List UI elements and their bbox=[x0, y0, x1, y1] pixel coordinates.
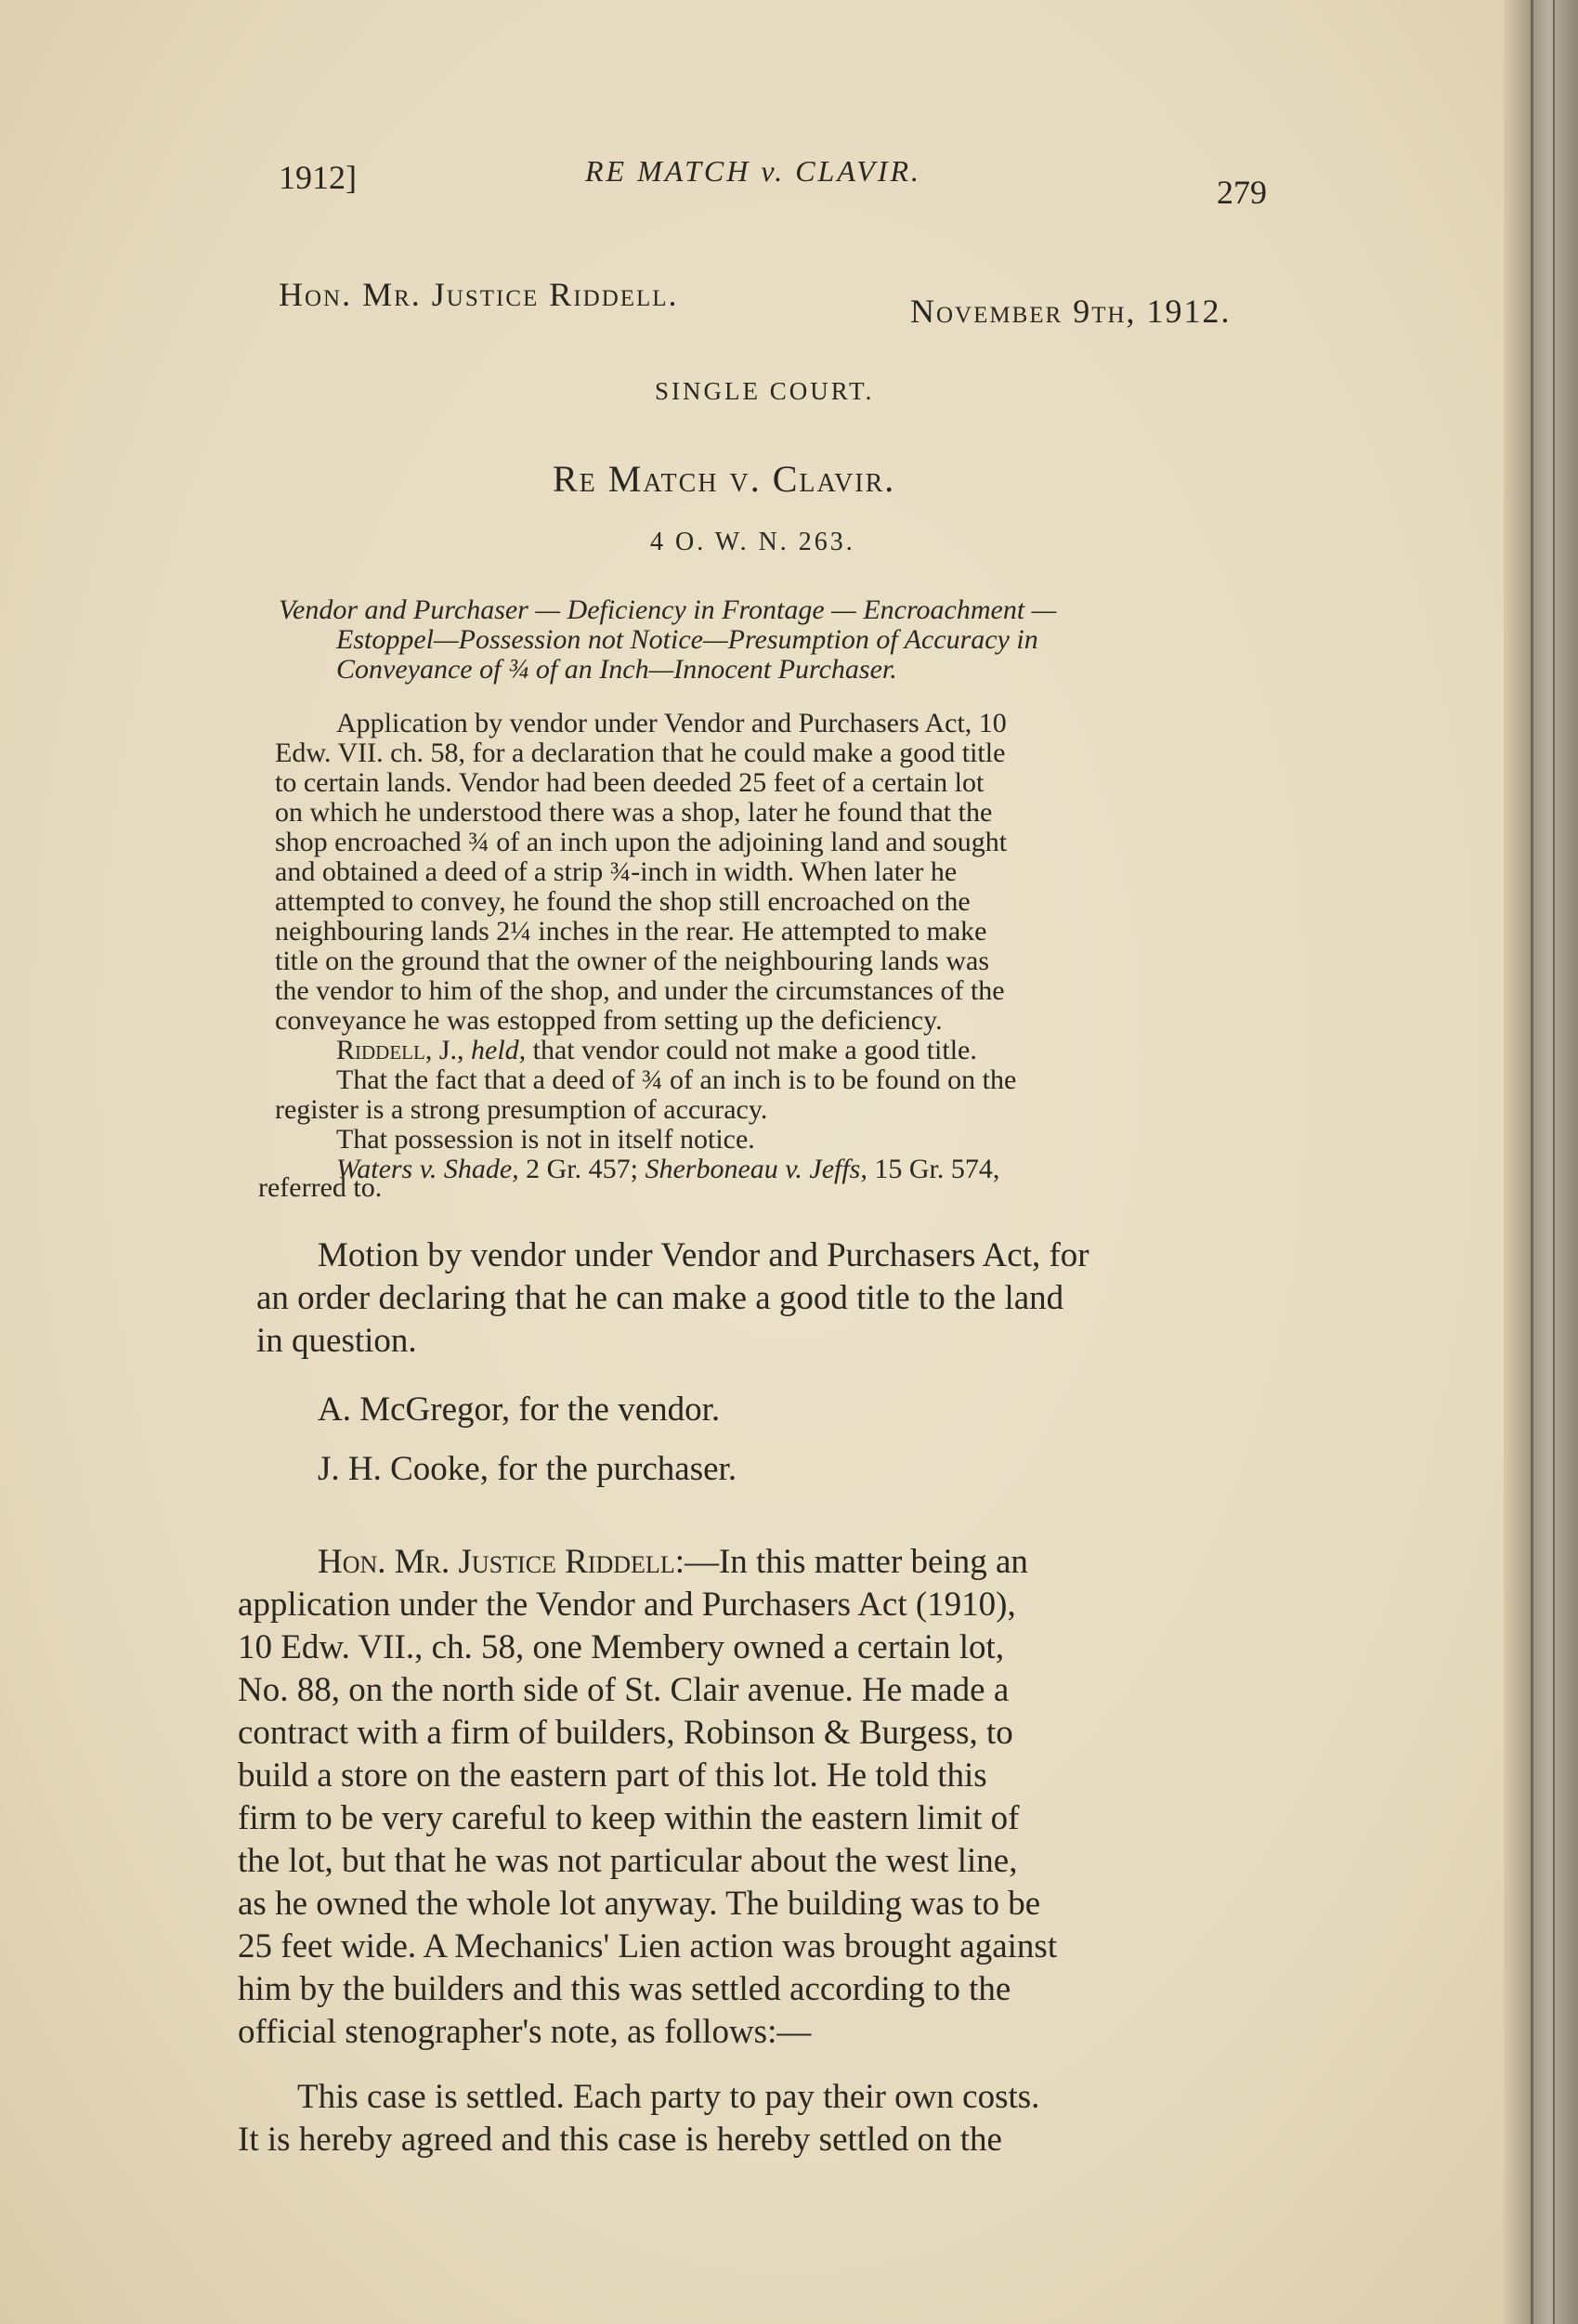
motion-line: Motion by vendor under Vendor and Purchasers Act, for bbox=[318, 1236, 1089, 1274]
headnote-line: neighbouring lands 2¼ inches in the rear. He attempted to make bbox=[275, 916, 987, 947]
headnote-line: and obtained a deed of a strip ¾-inch in width. When later he bbox=[275, 856, 958, 887]
decision-date: November 9th, 1912. bbox=[910, 293, 1232, 330]
page-number: 279 bbox=[1217, 174, 1267, 211]
headnote-line: the vendor to him of the shop, and under the circumstances of the bbox=[275, 975, 1005, 1006]
judgment-line: him by the builders and this was settled according to the bbox=[238, 1970, 1011, 2008]
held-judge: Riddell, J., bbox=[336, 1035, 464, 1065]
judgment-line: the lot, but that he was not particular about the west line, bbox=[238, 1842, 1018, 1880]
finding-line: That possession is not in itself notice. bbox=[336, 1124, 755, 1155]
headnote-line: conveyance he was estopped from setting up the deficiency. bbox=[275, 1005, 943, 1036]
catchword-line: Vendor and Purchaser — Deficiency in Frontage — Encroachment — bbox=[279, 594, 1057, 625]
running-title: RE MATCH v. CLAVIR. bbox=[585, 154, 922, 188]
headnote-line: on which he understood there was a shop, later he found that the bbox=[275, 797, 993, 828]
court-name: SINGLE COURT. bbox=[655, 377, 875, 405]
judgment-line: official stenographer's note, as follows:— bbox=[238, 2013, 812, 2051]
header-year: 1912] bbox=[279, 159, 357, 196]
headnote-line: Application by vendor under Vendor and Purchasers Act, 10 bbox=[336, 708, 1007, 738]
judgment-speaker: Hon. Mr. Justice Riddell: bbox=[318, 1543, 685, 1581]
held-word: held, bbox=[471, 1035, 527, 1065]
held-text: that vendor could not make a good title. bbox=[532, 1035, 977, 1065]
headnote-line: attempted to convey, he found the shop still encroached on the bbox=[275, 886, 971, 917]
catchword-line: Estoppel—Possession not Notice—Presumption of Accuracy in bbox=[336, 624, 1038, 655]
judgment-line: 25 feet wide. A Mechanics' Lien action was brought against bbox=[238, 1927, 1058, 1965]
headnote-line: shop encroached ¾ of an inch upon the adjoining land and sought bbox=[275, 827, 1008, 857]
held-line bbox=[336, 1035, 977, 1066]
headnote-line: title on the ground that the owner of the neighbouring lands was bbox=[275, 946, 989, 976]
referred-cite-2: 15 Gr. 574, bbox=[874, 1154, 1000, 1184]
judgment-line: application under the Vendor and Purchasers Act (1910), bbox=[238, 1586, 1016, 1624]
judgment-line: contract with a firm of builders, Robinson & Burgess, to bbox=[238, 1714, 1013, 1752]
judgment-line: firm to be very careful to keep within the eastern limit of bbox=[238, 1799, 1020, 1837]
counsel-line: J. H. Cooke, for the purchaser. bbox=[318, 1450, 737, 1488]
judgment-first-line bbox=[318, 1542, 1028, 1582]
finding-line: register is a strong presumption of accuracy. bbox=[275, 1094, 768, 1125]
referred-cite-1: 2 Gr. 457; bbox=[526, 1154, 638, 1184]
judgment-line: as he owned the whole lot anyway. The building was to be bbox=[238, 1885, 1041, 1923]
counsel-line: A. McGregor, for the vendor. bbox=[318, 1390, 721, 1429]
note-line: It is hereby agreed and this case is hereby settled on the bbox=[238, 2121, 1002, 2159]
motion-line: in question. bbox=[256, 1322, 417, 1360]
motion-line: an order declaring that he can make a good title to the land bbox=[256, 1279, 1064, 1317]
judgment-line: No. 88, on the north side of St. Clair avenue. He made a bbox=[238, 1671, 1010, 1709]
finding-line: That the fact that a deed of ¾ of an inch is to be found on the bbox=[336, 1064, 1017, 1095]
page-edge-line bbox=[1531, 0, 1533, 2324]
headnote-line: to certain lands. Vendor had been deeded 25 feet of a certain lot bbox=[275, 767, 985, 798]
referred-tail: referred to. bbox=[258, 1172, 383, 1203]
headnote-line: Edw. VII. ch. 58, for a declaration that he could make a good title bbox=[275, 738, 1006, 768]
page-edge-line bbox=[1553, 0, 1555, 2324]
catchword-line: Conveyance of ¾ of an Inch—Innocent Purchaser. bbox=[336, 654, 897, 685]
referred-line bbox=[336, 1154, 999, 1185]
note-line: This case is settled. Each party to pay their own costs. bbox=[297, 2078, 1040, 2116]
referred-case-1: Waters v. Shade, bbox=[336, 1154, 519, 1184]
page-edge bbox=[1504, 0, 1578, 2324]
judgment-first-line-rest: —In this matter being an bbox=[684, 1543, 1028, 1581]
judge-name: Hon. Mr. Justice Riddell. bbox=[279, 276, 679, 313]
judgment-line: 10 Edw. VII., ch. 58, one Membery owned a certain lot, bbox=[238, 1628, 1005, 1666]
judgment-line: build a store on the eastern part of this lot. He told this bbox=[238, 1756, 987, 1795]
case-title: Re Match v. Clavir. bbox=[553, 458, 896, 500]
referred-case-2: Sherboneau v. Jeffs, bbox=[645, 1154, 867, 1184]
case-citation: 4 O. W. N. 263. bbox=[650, 528, 855, 556]
